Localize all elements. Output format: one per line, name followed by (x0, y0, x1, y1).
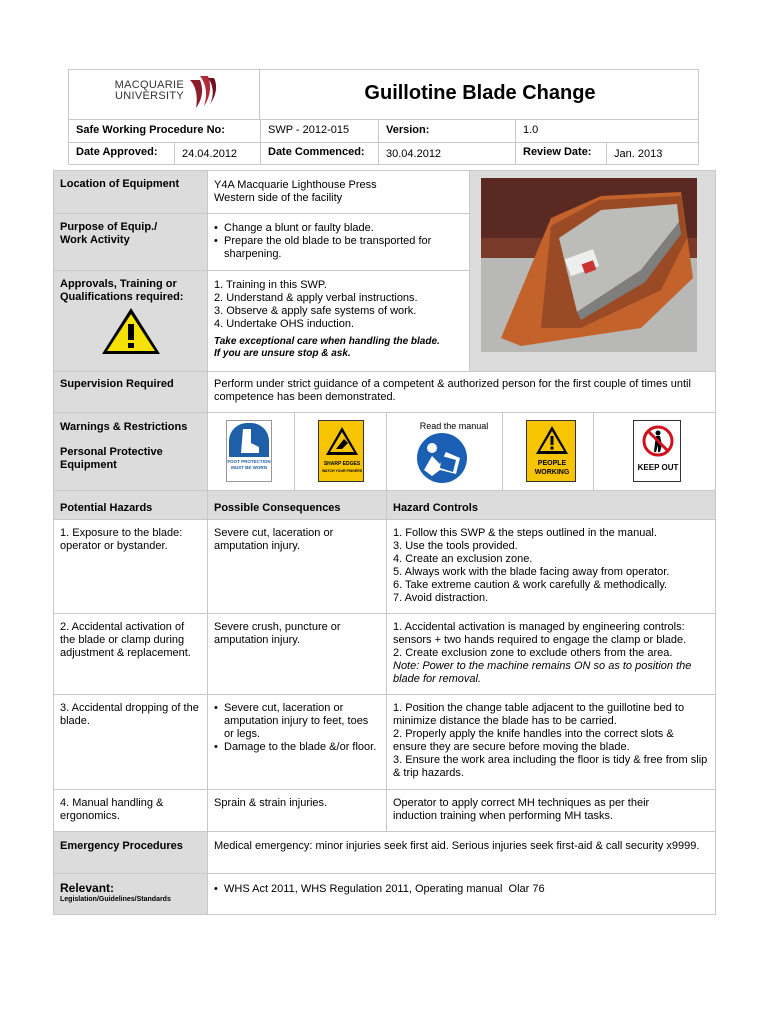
consequence-item: • Severe cut, laceration or amputation injury to feet, toes or legs. (214, 702, 380, 741)
control-item: 2. Properly apply the knife handles into the correct slots & ensure they are secure before moving the blade. (393, 728, 674, 753)
read-manual-caption: Read the manual (419, 421, 489, 431)
control-item: 4. Create an exclusion zone. (393, 553, 533, 565)
control-item: 1. Accidental activation is managed by engineering controls: sensors + two hands required to engage the clamp or blade. (393, 621, 687, 646)
caution-line1: Take exceptional care when handling the blade. (214, 336, 440, 347)
page-title: Guillotine Blade Change (364, 82, 596, 104)
divider (68, 119, 699, 120)
approvals-label-line2: Qualifications required: (60, 291, 184, 303)
control-item: 1. Position the change table adjacent to the guillotine bed to minimize distance the blade has to be carried. (393, 702, 685, 727)
commenced-label: Date Commenced: (268, 146, 365, 158)
sharp-edges-sign (318, 420, 364, 482)
warnings-label-line2: Personal Protective Equipment (60, 446, 163, 471)
control-item: 3. Ensure the work area including the floor is tidy & free from slip & trip hazards. (393, 754, 708, 779)
relevant-title: Relevant: (60, 881, 115, 895)
approvals-caution (208, 331, 468, 365)
controls-1 (387, 522, 715, 610)
purpose-item: • Prepare the old blade to be transported for sharpening. (214, 235, 462, 261)
approved-value: 24.04.2012 (182, 148, 238, 160)
university-crest-icon (186, 72, 220, 112)
approvals-item: 1. Training in this SWP. (214, 279, 327, 291)
relevant-value (208, 878, 714, 901)
logo-line2: UNIVERSITY (114, 90, 184, 102)
purpose-label (54, 216, 207, 252)
divider (469, 171, 470, 371)
emergency-value: Medical emergency: minor injuries seek first aid. Serious injuries seek first-aid & call security x9999. (214, 840, 700, 852)
logo-line1: MACQUARIE (114, 79, 184, 91)
control-item: 7. Avoid distraction. (393, 592, 489, 604)
warning-exclamation-icon (534, 424, 570, 456)
purpose-label-line2: Work Activity (60, 234, 130, 246)
controls-2 (387, 616, 715, 691)
location-line1: Y4A Macquarie Lighthouse Press (214, 179, 377, 191)
divider (54, 873, 715, 874)
control-item: 5. Always work with the blade facing away from operator. (393, 566, 670, 578)
divider (174, 142, 175, 165)
review-label: Review Date: (523, 146, 592, 158)
boot-icon (237, 427, 261, 455)
divider (294, 413, 295, 490)
sign2-line1: SHARP EDGES (323, 461, 361, 467)
control-item: 6. Take extreme caution & work carefully & methodically. (393, 579, 668, 591)
no-entry-person-icon (642, 425, 674, 457)
divider (54, 613, 715, 614)
divider (378, 119, 379, 165)
sign4-caption (527, 459, 577, 477)
people-working-sign (526, 420, 576, 482)
location-line2: Western side of the facility (214, 192, 343, 204)
version-label: Version: (386, 124, 430, 136)
logo-cell (68, 69, 260, 119)
swp-value: SWP - 2012-015 (268, 124, 350, 136)
hazard-4: 4. Manual handling & ergonomics. (60, 797, 164, 822)
swp-label: Safe Working Procedure No: (76, 124, 225, 136)
sign1-caption (227, 459, 271, 471)
divider (54, 412, 715, 413)
divider (386, 413, 387, 490)
review-value: Jan. 2013 (614, 148, 663, 160)
control-item: 1. Follow this SWP & the steps outlined in the manual. (393, 527, 657, 539)
control-item: 2. Create exclusion zone to exclude others from the area. (393, 647, 673, 659)
warning-triangle-icon (100, 306, 162, 356)
sign1-line2: MUST BE WORN (231, 465, 267, 470)
location-label: Location of Equipment (60, 178, 180, 190)
consequence-item: • Damage to the blade &/or floor. (214, 741, 380, 754)
sign2-caption (319, 461, 365, 475)
purpose-label-line1: Purpose of Equip./ (60, 221, 158, 233)
divider (54, 213, 469, 214)
version-value: 1.0 (523, 124, 539, 136)
control-item: Operator to apply correct MH techniques as per their induction training when performing MH tasks. (393, 797, 650, 822)
consequence-2: Severe crush, puncture or amputation injury. (214, 621, 341, 646)
caution-line2: If you are unsure stop & ask. (214, 348, 351, 359)
foot-protection-sign (226, 420, 272, 482)
approvals-item: 3. Observe & apply safe systems of work. (214, 305, 417, 317)
approvals-item: 2. Understand & apply verbal instructions. (214, 292, 418, 304)
warnings-label-line1: Warnings & Restrictions (60, 421, 188, 433)
hazard-2: 2. Accidental activation of the blade or clamp during adjustment & replacement. (60, 621, 191, 659)
divider (54, 371, 715, 372)
hazard-3: 3. Accidental dropping of the blade. (60, 702, 199, 727)
purpose-item: • Change a blunt or faulty blade. (214, 222, 462, 235)
read-manual-icon (416, 432, 468, 484)
logo-text (114, 80, 184, 102)
hazards-col-header: Potential Hazards (60, 502, 153, 514)
consequence-4: Sprain & strain injuries. (214, 797, 328, 809)
emergency-label: Emergency Procedures (60, 840, 183, 852)
approved-label: Date Approved: (76, 146, 158, 158)
supervision-label: Supervision Required (60, 378, 174, 390)
control-item: 3. Use the tools provided. (393, 540, 518, 552)
divider (54, 694, 715, 695)
divider (68, 142, 699, 143)
location-value (208, 174, 468, 210)
control-note: Note: Power to the machine remains ON so as to position the blade for removal. (393, 660, 692, 685)
relevant-sublabel: Legislation/Guidelines/Standards (60, 896, 171, 903)
guillotine-blade-photo (481, 178, 697, 352)
sign1-line1: FOOT PROTECTION (227, 459, 271, 464)
approvals-value (208, 274, 468, 336)
sharp-edges-triangle-icon (324, 425, 360, 457)
divider (593, 413, 594, 490)
divider (515, 119, 516, 165)
purpose-value (208, 217, 468, 266)
divider (54, 270, 469, 271)
consequences-col-header: Possible Consequences (214, 502, 341, 514)
approvals-label-line1: Approvals, Training or (60, 278, 177, 290)
consequence-1: Severe cut, laceration or amputation injury. (214, 527, 334, 552)
commenced-value: 30.04.2012 (386, 148, 442, 160)
controls-3 (387, 697, 715, 785)
relevant-item: • WHS Act 2011, WHS Regulation 2011, Operating manual Olar 76 (214, 883, 708, 896)
sign2-line2: WATCH YOUR FINGERS (321, 469, 363, 473)
divider (260, 119, 261, 165)
sign4-line2: WORKING (534, 469, 570, 476)
sign4-line1: PEOPLE (537, 460, 567, 467)
supervision-value: Perform under strict guidance of a competent & authorized person for the first couple of times until competence has been demonstrated. (214, 378, 691, 403)
relevant-label (54, 877, 207, 909)
hazard-1: 1. Exposure to the blade: operator or bystander. (60, 527, 183, 552)
divider (54, 789, 715, 790)
consequence-3 (208, 697, 386, 759)
divider (54, 831, 715, 832)
approvals-label (54, 273, 207, 309)
warnings-label (54, 416, 207, 477)
divider (54, 490, 715, 491)
keep-out-text: KEEP OUT (637, 463, 679, 472)
controls-col-header: Hazard Controls (393, 502, 478, 514)
divider (606, 142, 607, 165)
controls-4 (387, 792, 687, 828)
approvals-item: 4. Undertake OHS induction. (214, 318, 355, 330)
keep-out-sign (633, 420, 681, 482)
